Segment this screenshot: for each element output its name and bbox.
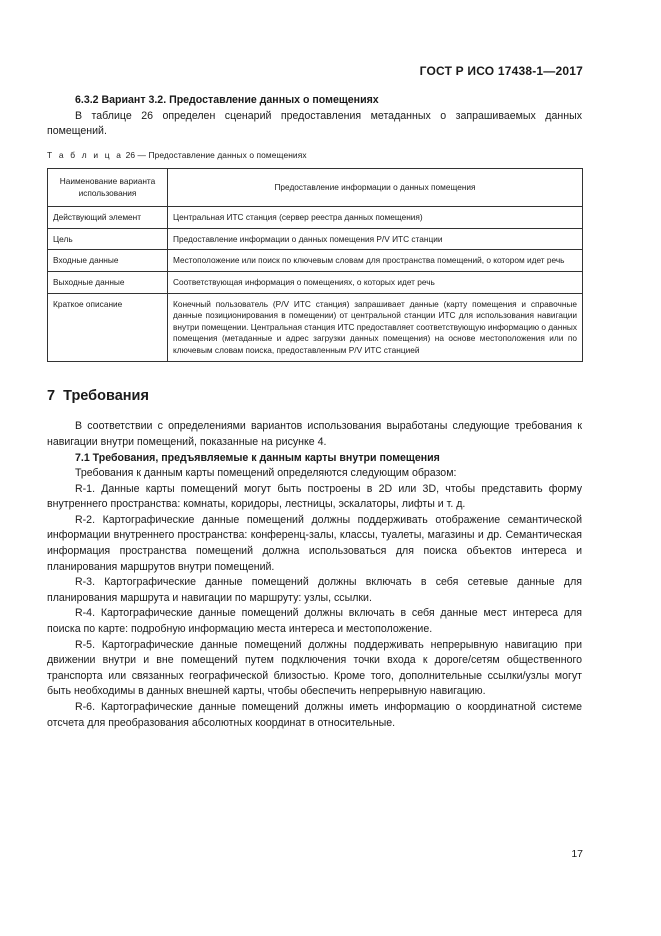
table-row — [48, 271, 583, 293]
section-7-heading — [47, 388, 149, 404]
section-6-3-2 — [47, 93, 582, 140]
table-cell-name: Цель — [48, 228, 168, 250]
section-7-title: Требования — [63, 388, 149, 404]
table-header-cell: Предоставление информации о данных помещения — [168, 169, 583, 207]
table-header-row — [48, 169, 583, 207]
table-caption-number: 26 — [125, 150, 136, 160]
table-header-cell: Наименование варианта использования — [48, 169, 168, 207]
table-cell-name: Входные данные — [48, 250, 168, 272]
requirements-list — [47, 466, 582, 731]
section-6-3-2-text: В таблице 26 определен сценарий предоставления метаданных о запрашиваемых данных помещений. — [47, 109, 582, 138]
requirement-item: R-3. Картографические данные помещений должны включать в себя сетевые данные для планирования маршрута и навигации по маршруту: узлы, ссылки. — [47, 576, 582, 604]
table-26 — [47, 168, 583, 362]
section-7-1-heading: 7.1 Требования, предъявляемые к данным карты внутри помещения — [75, 452, 440, 464]
section-7-number: 7 — [47, 388, 56, 404]
table-caption-prefix: Т а б л и ц а — [47, 150, 124, 160]
table-cell-name: Действующий элемент — [48, 207, 168, 229]
requirement-item: R-1. Данные карты помещений могут быть построены в 2D или 3D, чтобы представить форму внутреннего пространства: комнаты, коридоры, лестницы, эскалаторы, лифты и т. д. — [47, 482, 582, 511]
table-row — [48, 207, 583, 229]
table-cell-name: Краткое описание — [48, 293, 168, 361]
table-row — [48, 250, 583, 272]
requirement-item: R-6. Картографические данные помещений должны иметь информацию о координатной системе отсчета для преобразования абсолютных координат в относительные. — [47, 700, 582, 729]
table-row — [48, 293, 583, 361]
table-cell-value: Местоположение или поиск по ключевым словам для пространства помещений, о котором идет речь — [168, 250, 583, 272]
table-caption-text: — Предоставление данных о помещениях — [137, 150, 307, 160]
document-header: ГОСТ Р ИСО 17438-1—2017 — [419, 64, 583, 78]
requirements-lead: Требования к данным карты помещений определяются следующим образом: — [75, 467, 457, 479]
section-6-3-2-heading — [47, 93, 582, 109]
table-cell-name: Выходные данные — [48, 271, 168, 293]
table-cell-value: Центральная ИТС станция (сервер реестра данных помещения) — [168, 207, 583, 229]
table-cell-value: Предоставление информации о данных помещения P/V ИТС станции — [168, 228, 583, 250]
page-number: 17 — [571, 848, 583, 860]
table-cell-value: Конечный пользователь (P/V ИТС станция) запрашивает данные (карту помещения и справочные данные позиционирования в помещении) от центральной станции ИТС для использования навигации внутри помещении. Центральная станция ИТС предоставляет соответствующую информацию о данных помещения (метаданные и адрес загрузки данных помещения) на основе местоположения или по ключевым словам поиска, предоставленным P/V ИТС станцией — [168, 293, 583, 361]
requirement-item: R-2. Картографические данные помещений должны поддерживать отображение семантической информации внутреннего пространства: конференц-залы, классы, туалеты, магазины и др. Семантическая информация пространства помещений должна использоваться для поиска объектов интереса и планирования маршрутов внутри помещений. — [47, 513, 582, 573]
table-cell-value: Соответствующая информация о помещениях, о которых идет речь — [168, 271, 583, 293]
requirement-item: R-4. Картографические данные помещений должны включать в себя данные мест интереса для поиска по карте: подробную информацию места интереса и местоположение. — [47, 607, 582, 635]
table-row — [48, 228, 583, 250]
table-caption — [47, 150, 307, 160]
section-7-intro: В соответствии с определениями вариантов использования выработаны следующие требования к навигации внутри помещений, показанные на рисунке 4. — [47, 420, 582, 448]
requirement-item: R-5. Картографические данные помещений должны поддерживать непрерывную навигацию при движении внутри и вне помещений путем подключения точки входа к дороге/сетям общественного транспорта или связанных географической близостью. Кроме того, дополнительные ссылки/узлы могут быть необходимы в данных внешней карты, чтобы обеспечить непрерывную навигацию. — [47, 638, 582, 698]
section-title: Вариант 3.2. Предоставление данных о помещениях — [101, 94, 379, 106]
section-number: 6.3.2 — [75, 94, 99, 106]
